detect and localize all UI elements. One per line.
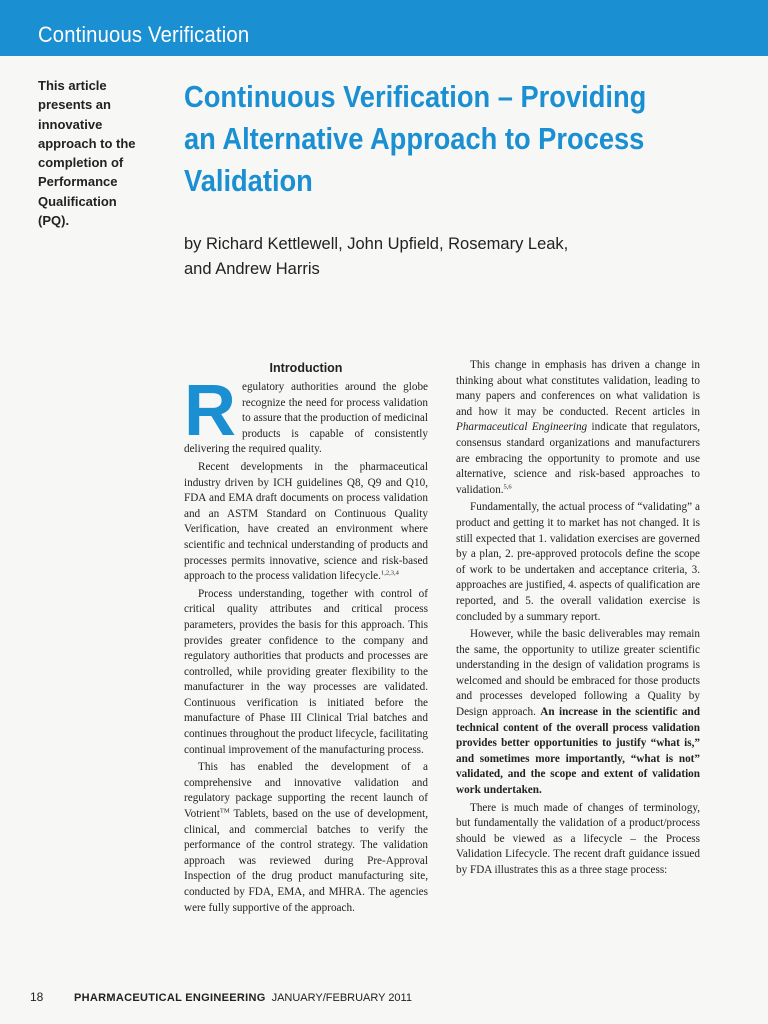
summary-line: innovative <box>38 116 103 132</box>
paragraph-text: There is much made of changes of terminology, but fundamentally the validation of a product/process should be viewed as a lifecycle – the Process Validation Lifecycle. The recent draft guidance issued by FDA illustrates this as a three stage process: <box>456 801 700 876</box>
reference-marker: 5,6 <box>503 483 512 491</box>
paragraph <box>456 801 700 879</box>
paragraph-text: Fundamentally, the actual process of “validating” a product and getting it to market has not changed. It is still expected that 1. validation exercises are governed by a plan, 2. pre-approved protocols define the scope of work to be undertaken and acceptance criteria, 3. approaches are justified, 4. aspects of qualification are reported, and 5. the overall validation exercise is concluded by a summary report. <box>456 501 700 623</box>
paragraph <box>184 460 428 585</box>
article-title <box>184 76 694 202</box>
body-column-left <box>184 358 428 916</box>
paragraph-text: Recent developments in the pharmaceutical industry driven by ICH guidelines Q8, Q9 and Q10, FDA and EMA draft documents on process validation and an ASTM Standard on Continuous Quality Verification, have created an environment where scientific and technical understanding of products and processes permits innovative, science and risk-based approach to the process validation lifecycle. <box>184 460 428 583</box>
trademark-marker: TM <box>219 807 230 815</box>
author-line: and Andrew Harris <box>184 260 320 278</box>
title-line: an Alternative Approach to Process <box>184 121 645 156</box>
title-line: Continuous Verification – Providing <box>184 79 647 114</box>
summary-line: presents an <box>38 97 111 113</box>
summary-line: This article <box>38 78 107 93</box>
issue-date: JANUARY/FEBRUARY 2011 <box>271 992 412 1004</box>
section-banner <box>0 0 768 56</box>
summary-line: Performance <box>38 174 118 190</box>
article-summary <box>38 76 158 230</box>
paragraph <box>456 500 700 625</box>
paragraph-text: Process understanding, together with control of critical quality attributes and critical process parameters, provides the basis for this approach. This provides greater confidence to the company and regulatory authorities that products and processes are controlled, while providing greater flexibility to the manufacturer in the way processes are validated. Continuous verification is initiated before the manufacture of Phase III Clinical Trial batches and continues throughout the product lifecycle, facilitating continual improvement of the manufacturing process. <box>184 587 428 756</box>
magazine-name: PHARMACEUTICAL ENGINEERING <box>74 992 266 1004</box>
section-title: Continuous Verification <box>38 22 250 47</box>
paragraph-text: However, while the basic deliverables may remain the same, the opportunity to utilize greater scientific understanding in the design of validation programs is welcomed and should be embraced for those products and processes developed following a Quality by Design approach. <box>456 628 700 719</box>
paragraph-text: egulatory authorities around the globe recognize the need for process validation to assure that the production of medicinal products is capable of consistently delivering the required quality. <box>184 381 428 456</box>
emphasis-text: An increase in the scientific and technical content of the overall process validation provides better opportunities to justify “what is,” and sometimes more importantly, “what is not” validated, and the scope and extent of validation work undertaken. <box>456 706 700 797</box>
paragraph <box>184 760 428 916</box>
summary-line: completion of <box>38 155 124 171</box>
paragraph <box>456 627 700 799</box>
paragraph-text: indicate that regulators, consensus standard organizations and manufacturers are embracing the opportunity to promote and use alternative, science and risk-based approaches to validation. <box>456 421 700 496</box>
journal-name: Pharmaceutical Engineering <box>456 421 588 434</box>
paragraph-text: Tablets, based on the use of development, clinical, and commercial batches to verify the performance of the control strategy. The validation approach was reviewed during Pre-Approval Inspection of the drug product manufacturing site, conducted by FDA, EMA, and MHRA. The agencies were fully supportive of the approach. <box>184 808 428 914</box>
paragraph-text: This change in emphasis has driven a change in thinking about what constitutes validation, leading to many papers and conferences on what validation is and how it may be conducted. Recent articles in <box>456 359 700 418</box>
page-footer <box>30 990 730 1004</box>
article-authors <box>184 232 744 282</box>
page-number: 18 <box>30 990 44 1004</box>
title-line: Validation <box>184 163 313 198</box>
paragraph <box>184 371 428 458</box>
author-line: by Richard Kettlewell, John Upfield, Rosemary Leak, <box>184 235 569 253</box>
paragraph <box>184 587 428 759</box>
summary-line: (PQ). <box>38 213 70 229</box>
section-heading: Introduction <box>269 361 343 375</box>
drop-cap: R <box>184 371 236 451</box>
paragraph <box>456 358 700 498</box>
summary-line: Qualification <box>38 193 117 209</box>
paragraph-text: This has enabled the development of a comprehensive and innovative validation and regulatory package supporting the recent launch of Votrient <box>184 761 428 821</box>
reference-marker: 1,2,3,4 <box>380 569 399 577</box>
summary-line: approach to the <box>38 135 136 151</box>
body-column-right <box>456 358 700 879</box>
